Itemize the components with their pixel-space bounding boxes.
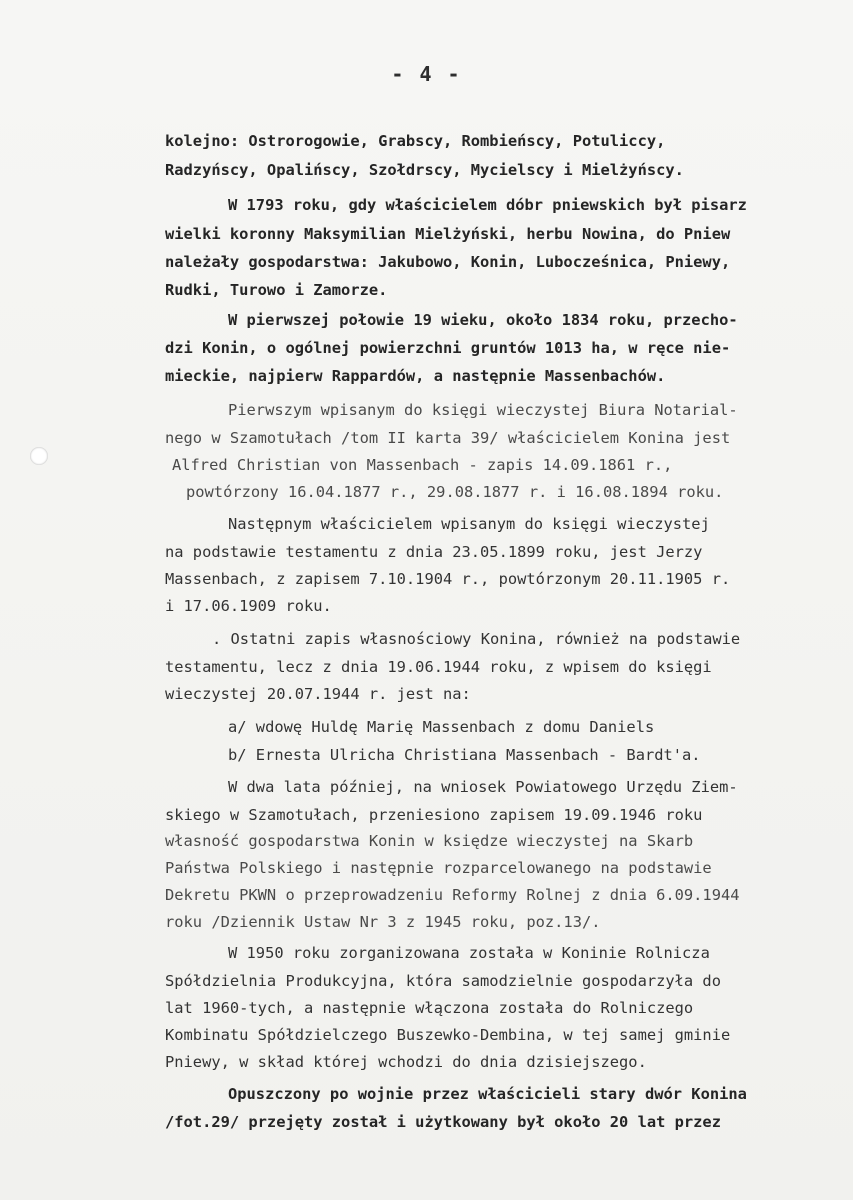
text-line: wieczystej 20.07.1944 r. jest na: bbox=[165, 685, 471, 703]
text-line: mieckie, najpierw Rappardów, a następnie Massenbachów. bbox=[165, 367, 666, 385]
text-line: Opuszczony po wojnie przez właścicieli stary dwór Konina bbox=[228, 1085, 747, 1103]
text-line: dzi Konin, o ogólnej powierzchni gruntów 1013 ha, w ręce nie- bbox=[165, 339, 731, 357]
list-item: b/ Ernesta Ulricha Christiana Massenbach - Bardt'a. bbox=[228, 746, 701, 764]
text-line: skiego w Szamotułach, przeniesiono zapisem 19.09.1946 roku bbox=[165, 806, 703, 824]
text-line: kolejno: Ostrorogowie, Grabscy, Rombieńscy, Potuliccy, bbox=[165, 132, 666, 150]
text-line: Alfred Christian von Massenbach - zapis 14.09.1861 r., bbox=[172, 456, 673, 474]
list-item: a/ wdowę Huldę Marię Massenbach z domu Daniels bbox=[228, 718, 655, 736]
text-line: Massenbach, z zapisem 7.10.1904 r., powtórzonym 20.11.1905 r. bbox=[165, 570, 731, 588]
text-line: Następnym właścicielem wpisanym do księgi wieczystej bbox=[228, 515, 710, 533]
text-line: Dekretu PKWN o przeprowadzeniu Reformy Rolnej z dnia 6.09.1944 bbox=[165, 886, 740, 904]
text-line: W 1950 roku zorganizowana została w Koninie Rolnicza bbox=[228, 944, 710, 962]
text-line: . Ostatni zapis własnościowy Konina, również na podstawie bbox=[212, 630, 741, 648]
text-line: roku /Dziennik Ustaw Nr 3 z 1945 roku, poz.13/. bbox=[165, 913, 601, 931]
text-line: i 17.06.1909 roku. bbox=[165, 597, 332, 615]
text-line: /fot.29/ przejęty został i użytkowany był około 20 lat przez bbox=[165, 1113, 721, 1131]
text-line: Pniewy, w skład której wchodzi do dnia dzisiejszego. bbox=[165, 1053, 647, 1071]
text-line: nego w Szamotułach /tom II karta 39/ właścicielem Konina jest bbox=[165, 429, 731, 447]
text-line: Pierwszym wpisanym do księgi wieczystej Biura Notarial- bbox=[228, 401, 738, 419]
text-line: testamentu, lecz z dnia 19.06.1944 roku, z wpisem do księgi bbox=[165, 658, 712, 676]
text-line: W 1793 roku, gdy właścicielem dóbr pniewskich był pisarz bbox=[228, 196, 747, 214]
text-line: lat 1960-tych, a następnie włączona została do Rolniczego bbox=[165, 999, 694, 1017]
text-line: powtórzony 16.04.1877 r., 29.08.1877 r. i 16.08.1894 roku. bbox=[186, 483, 724, 501]
text-line: własność gospodarstwa Konin w księdze wieczystej na Skarb bbox=[165, 832, 694, 850]
text-line: Kombinatu Spółdzielczego Buszewko-Dembina, w tej samej gminie bbox=[165, 1026, 731, 1044]
text-line: Radzyńscy, Opalińscy, Szołdrscy, Mycielscy i Mielżyńscy. bbox=[165, 161, 684, 179]
text-line: W pierwszej połowie 19 wieku, około 1834 roku, przecho- bbox=[228, 311, 738, 329]
text-line: Państwa Polskiego i następnie rozparcelowanego na podstawie bbox=[165, 859, 712, 877]
text-line: wielki koronny Maksymilian Mielżyński, herbu Nowina, do Pniew bbox=[165, 225, 731, 243]
text-line: Rudki, Turowo i Zamorze. bbox=[165, 281, 388, 299]
binder-hole bbox=[30, 447, 48, 465]
text-line: należały gospodarstwa: Jakubowo, Konin, Lubocześnica, Pniewy, bbox=[165, 253, 731, 271]
text-line: na podstawie testamentu z dnia 23.05.1899 roku, jest Jerzy bbox=[165, 543, 703, 561]
text-line: Spółdzielnia Produkcyjna, która samodzielnie gospodarzyła do bbox=[165, 972, 721, 990]
text-line: W dwa lata później, na wniosek Powiatowego Urzędu Ziem- bbox=[228, 778, 738, 796]
page-number: - 4 - bbox=[391, 62, 462, 86]
